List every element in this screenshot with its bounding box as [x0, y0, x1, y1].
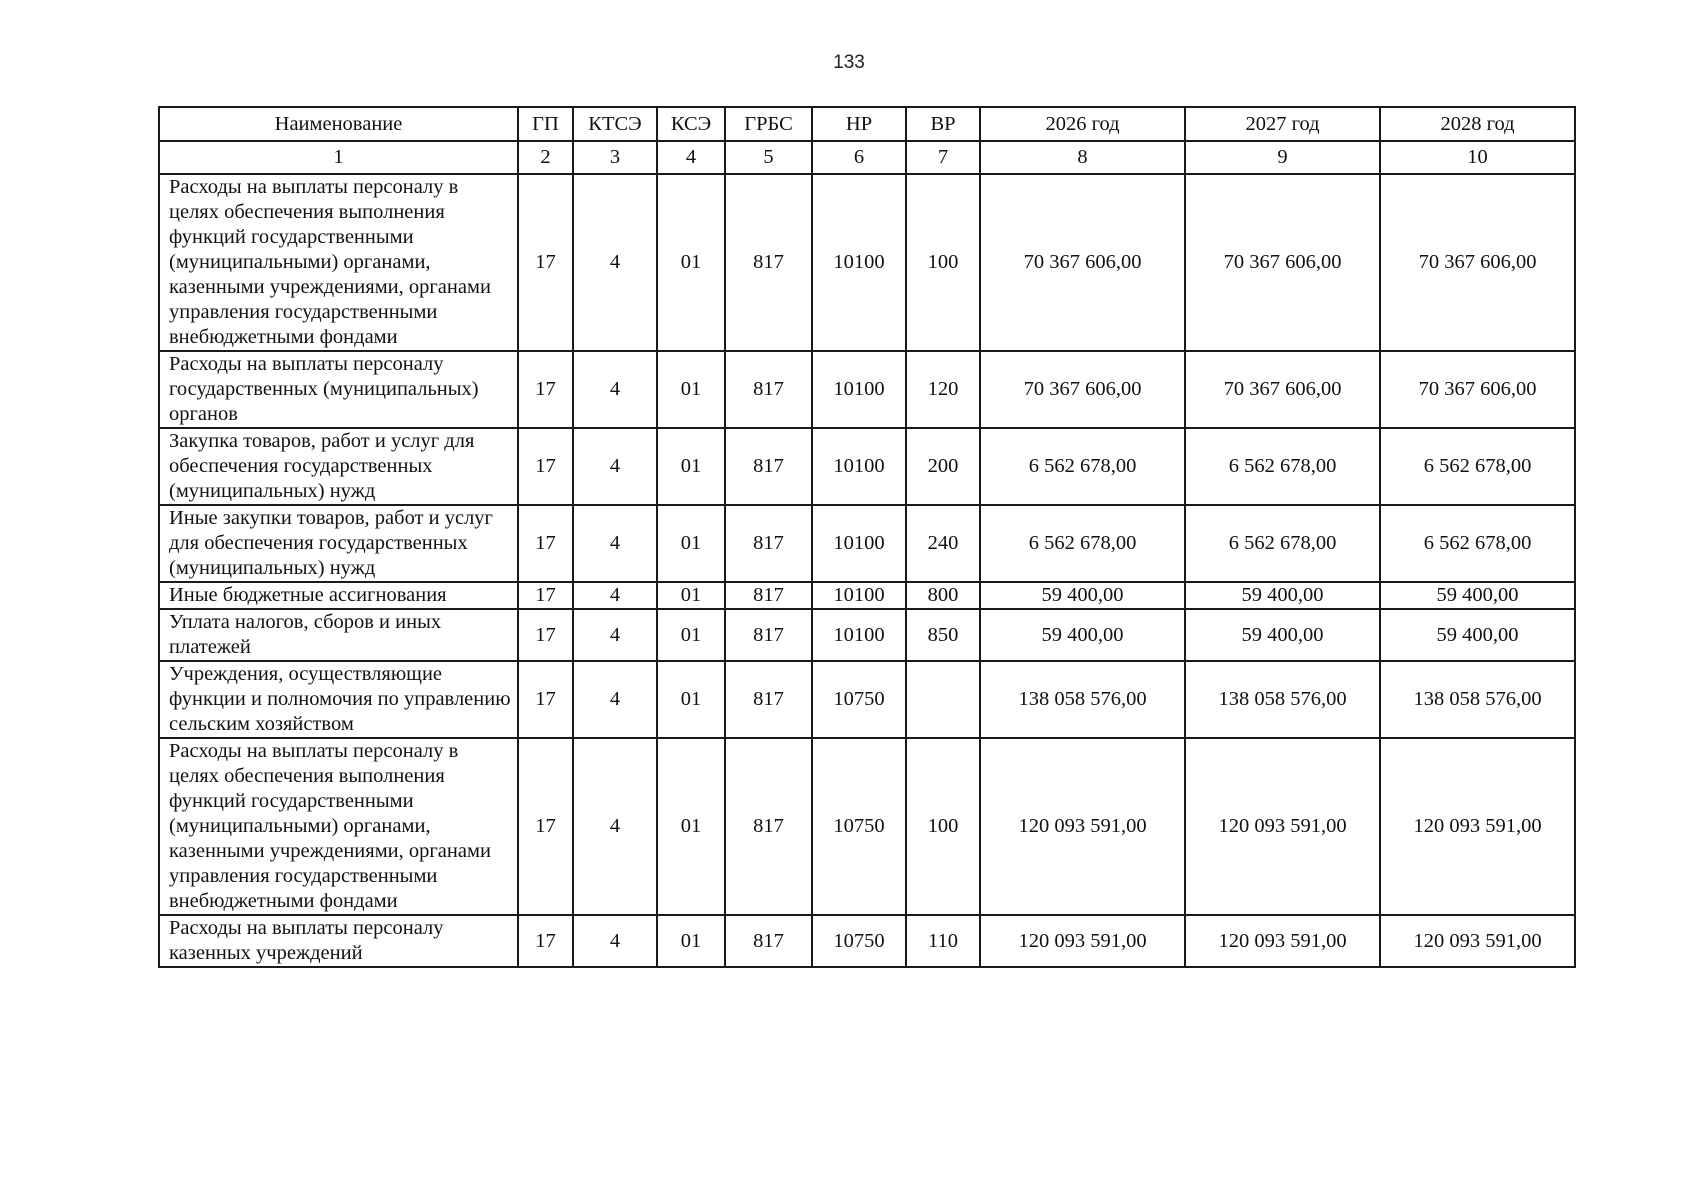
table-row [159, 915, 1575, 967]
gp-cell: 17 [518, 609, 573, 661]
grbs-cell: 817 [725, 505, 812, 582]
grbs-cell: 817 [725, 428, 812, 505]
nr-cell: 10100 [812, 582, 906, 609]
header-cell-kse: КСЭ [657, 107, 725, 141]
header-cell-2026: 2026 год [980, 107, 1185, 141]
grbs-cell: 817 [725, 609, 812, 661]
amount-2028-cell: 138 058 576,00 [1380, 661, 1575, 738]
kse-cell: 01 [657, 351, 725, 428]
ktse-cell: 4 [573, 428, 657, 505]
kse-cell: 01 [657, 738, 725, 915]
gp-cell: 17 [518, 738, 573, 915]
amount-2027-cell: 70 367 606,00 [1185, 351, 1380, 428]
grbs-cell: 817 [725, 174, 812, 351]
row-name-cell: Учреждения, осуществляющие функции и полномочия по управлению сельским хозяйством [159, 661, 518, 738]
row-name-cell: Уплата налогов, сборов и иных платежей [159, 609, 518, 661]
amount-2027-cell: 59 400,00 [1185, 609, 1380, 661]
ktse-cell: 4 [573, 609, 657, 661]
row-name-cell: Расходы на выплаты персоналу в целях обеспечения выполнения функций государственными (муниципальными) органами, казенными учреждениями, органами управления государственными внебюджетными фондами [159, 738, 518, 915]
ktse-cell: 4 [573, 582, 657, 609]
amount-2026-cell: 120 093 591,00 [980, 915, 1185, 967]
row-name-cell: Расходы на выплаты персоналу государственных (муниципальных) органов [159, 351, 518, 428]
header-cell-nr: НР [812, 107, 906, 141]
header-cell-name: Наименование [159, 107, 518, 141]
amount-2026-cell: 6 562 678,00 [980, 505, 1185, 582]
header-row [159, 107, 1575, 141]
column-number-cell: 3 [573, 141, 657, 174]
vr-cell: 800 [906, 582, 980, 609]
amount-2027-cell: 6 562 678,00 [1185, 428, 1380, 505]
amount-2028-cell: 59 400,00 [1380, 582, 1575, 609]
amount-2028-cell: 59 400,00 [1380, 609, 1575, 661]
kse-cell: 01 [657, 174, 725, 351]
column-number-cell: 8 [980, 141, 1185, 174]
kse-cell: 01 [657, 661, 725, 738]
header-cell-2027: 2027 год [1185, 107, 1380, 141]
amount-2028-cell: 6 562 678,00 [1380, 505, 1575, 582]
amount-2026-cell: 59 400,00 [980, 609, 1185, 661]
kse-cell: 01 [657, 915, 725, 967]
kse-cell: 01 [657, 582, 725, 609]
nr-cell: 10750 [812, 661, 906, 738]
vr-cell: 200 [906, 428, 980, 505]
grbs-cell: 817 [725, 661, 812, 738]
vr-cell: 100 [906, 738, 980, 915]
amount-2028-cell: 6 562 678,00 [1380, 428, 1575, 505]
column-number-cell: 9 [1185, 141, 1380, 174]
amount-2027-cell: 6 562 678,00 [1185, 505, 1380, 582]
row-name-cell: Иные закупки товаров, работ и услуг для обеспечения государственных (муниципальных) нужд [159, 505, 518, 582]
table-row [159, 351, 1575, 428]
gp-cell: 17 [518, 582, 573, 609]
amount-2026-cell: 70 367 606,00 [980, 351, 1185, 428]
column-number-cell: 10 [1380, 141, 1575, 174]
column-number-row [159, 141, 1575, 174]
nr-cell: 10750 [812, 738, 906, 915]
column-number-cell: 7 [906, 141, 980, 174]
amount-2026-cell: 6 562 678,00 [980, 428, 1185, 505]
grbs-cell: 817 [725, 351, 812, 428]
table-row [159, 738, 1575, 915]
header-cell-gp: ГП [518, 107, 573, 141]
nr-cell: 10100 [812, 351, 906, 428]
nr-cell: 10100 [812, 428, 906, 505]
amount-2028-cell: 70 367 606,00 [1380, 174, 1575, 351]
nr-cell: 10100 [812, 609, 906, 661]
table-row [159, 505, 1575, 582]
column-number-cell: 6 [812, 141, 906, 174]
gp-cell: 17 [518, 915, 573, 967]
kse-cell: 01 [657, 505, 725, 582]
table-row [159, 428, 1575, 505]
column-number-cell: 1 [159, 141, 518, 174]
gp-cell: 17 [518, 661, 573, 738]
vr-cell: 100 [906, 174, 980, 351]
gp-cell: 17 [518, 428, 573, 505]
amount-2028-cell: 120 093 591,00 [1380, 738, 1575, 915]
nr-cell: 10100 [812, 174, 906, 351]
column-number-cell: 4 [657, 141, 725, 174]
amount-2027-cell: 70 367 606,00 [1185, 174, 1380, 351]
column-number-cell: 5 [725, 141, 812, 174]
row-name-cell: Расходы на выплаты персоналу казенных учреждений [159, 915, 518, 967]
row-name-cell: Иные бюджетные ассигнования [159, 582, 518, 609]
amount-2027-cell: 59 400,00 [1185, 582, 1380, 609]
vr-cell: 110 [906, 915, 980, 967]
budget-table [158, 106, 1576, 968]
ktse-cell: 4 [573, 351, 657, 428]
nr-cell: 10750 [812, 915, 906, 967]
vr-cell [906, 661, 980, 738]
grbs-cell: 817 [725, 738, 812, 915]
table-row [159, 582, 1575, 609]
column-number-cell: 2 [518, 141, 573, 174]
ktse-cell: 4 [573, 915, 657, 967]
kse-cell: 01 [657, 428, 725, 505]
amount-2026-cell: 70 367 606,00 [980, 174, 1185, 351]
header-cell-vr: ВР [906, 107, 980, 141]
ktse-cell: 4 [573, 174, 657, 351]
row-name-cell: Закупка товаров, работ и услуг для обеспечения государственных (муниципальных) нужд [159, 428, 518, 505]
table-row [159, 174, 1575, 351]
gp-cell: 17 [518, 351, 573, 428]
table-row [159, 661, 1575, 738]
amount-2026-cell: 59 400,00 [980, 582, 1185, 609]
amount-2027-cell: 138 058 576,00 [1185, 661, 1380, 738]
amount-2028-cell: 70 367 606,00 [1380, 351, 1575, 428]
vr-cell: 120 [906, 351, 980, 428]
amount-2028-cell: 120 093 591,00 [1380, 915, 1575, 967]
header-cell-grbs: ГРБС [725, 107, 812, 141]
vr-cell: 850 [906, 609, 980, 661]
page-number: 133 [833, 52, 865, 73]
vr-cell: 240 [906, 505, 980, 582]
header-cell-2028: 2028 год [1380, 107, 1575, 141]
amount-2026-cell: 138 058 576,00 [980, 661, 1185, 738]
amount-2026-cell: 120 093 591,00 [980, 738, 1185, 915]
gp-cell: 17 [518, 505, 573, 582]
gp-cell: 17 [518, 174, 573, 351]
ktse-cell: 4 [573, 505, 657, 582]
amount-2027-cell: 120 093 591,00 [1185, 738, 1380, 915]
grbs-cell: 817 [725, 582, 812, 609]
row-name-cell: Расходы на выплаты персоналу в целях обеспечения выполнения функций государственными (муниципальными) органами, казенными учреждениями, органами управления государственными внебюджетными фондами [159, 174, 518, 351]
nr-cell: 10100 [812, 505, 906, 582]
amount-2027-cell: 120 093 591,00 [1185, 915, 1380, 967]
header-cell-ktse: КТСЭ [573, 107, 657, 141]
ktse-cell: 4 [573, 738, 657, 915]
kse-cell: 01 [657, 609, 725, 661]
grbs-cell: 817 [725, 915, 812, 967]
table-row [159, 609, 1575, 661]
ktse-cell: 4 [573, 661, 657, 738]
